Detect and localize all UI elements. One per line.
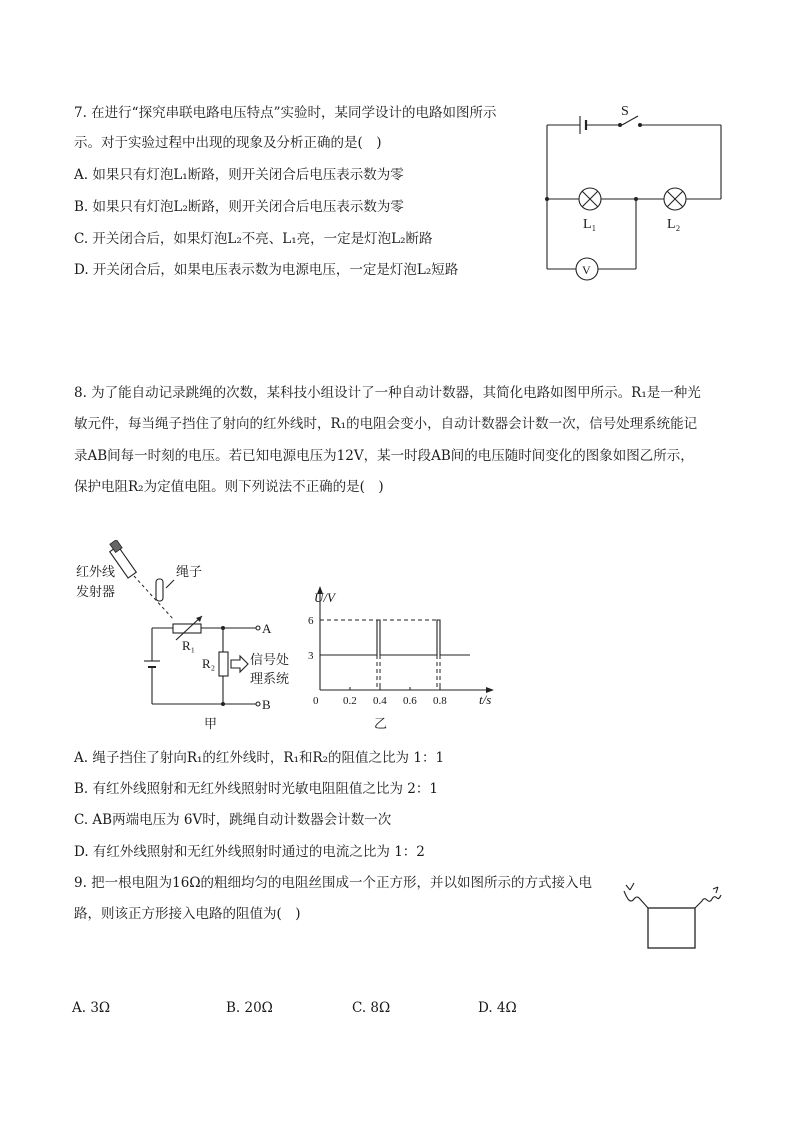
chart-x-axis-label: t/s: [479, 692, 492, 707]
q8-stem-line2: 敏元件，每当绳子挡住了射向的红外线时，R₁的电阻会变小，自动计数器会计数一次，信号处理系统能记: [74, 416, 698, 432]
q9-option-b: B. 20Ω: [226, 1000, 273, 1016]
r1-label: R₁: [182, 638, 196, 653]
r2-label: R₂: [202, 656, 216, 671]
chart-x-tick-label: 0.8: [433, 695, 447, 707]
chart-x-tick-label: 0.4: [373, 695, 387, 707]
q9-option-a: A. 3Ω: [72, 1000, 111, 1016]
switch-label: S: [621, 104, 629, 119]
q7-option-d: D. 开关闭合后，如果电压表示数为电源电压，一定是灯泡L₂短路: [74, 262, 459, 278]
lamp2-label: L₂: [667, 217, 681, 232]
arrow-right-icon: [231, 656, 248, 672]
chart-x-tick-label: 0.6: [403, 695, 417, 707]
q8-stem-line1: 8. 为了能自动记录跳绳的次数，某科技小组设计了一种自动计数器，其简化电路如图甲所示。R₁是一种光: [74, 385, 701, 401]
point-a-label: A: [262, 621, 272, 636]
emitter-label-1: 红外线: [76, 564, 116, 579]
q8-option-a: A. 绳子挡住了射向R₁的红外线时，R₁和R₂的阻值之比为 1：1: [74, 750, 445, 766]
q7-circuit-diagram: [540, 100, 730, 285]
signal-label-1: 信号处: [250, 652, 290, 667]
q8-option-c: C. AB两端电压为 6V时，跳绳自动计数器会计数一次: [74, 812, 392, 828]
q8-figure-yi-chart: [300, 580, 510, 735]
q9-option-d: D. 4Ω: [478, 1000, 517, 1016]
q8-stem-line4: 保护电阻R₂为定值电阻。则下列说法不正确的是( ): [74, 479, 384, 495]
fig-yi-caption: 乙: [374, 716, 388, 731]
rope-icon: [156, 579, 163, 601]
q8-option-d: D. 有红外线照射和无红外线照射时通过的电流之比为 1：2: [74, 844, 425, 860]
chart-y-axis-label: U/V: [314, 590, 335, 605]
chart-y-tick-label: 3: [308, 650, 314, 662]
chart-x-tick-label: 0.2: [343, 695, 357, 707]
chart-x-tick-label: 0: [313, 695, 319, 707]
voltmeter-label: V: [582, 263, 591, 277]
q8-figure-jia: [70, 540, 300, 735]
point-b-label: B: [262, 697, 271, 712]
q7-stem-line2: 示。对于实验过程中出现的现象及分析正确的是( ): [74, 135, 382, 151]
q7-option-b: B. 如果只有灯泡L₂断路，则开关闭合后电压表示数为零: [74, 199, 404, 215]
q9-square-diagram: [620, 875, 730, 955]
chart-y-tick-label: 6: [308, 615, 314, 627]
q8-option-b: B. 有红外线照射和无红外线照射时光敏电阻阻值之比为 2：1: [74, 781, 438, 797]
q9-stem-line2: 路，则该正方形接入电路的阻值为( ): [74, 906, 301, 922]
q8-stem-line3: 录AB间每一时刻的电压。若已知电源电压为12V，某一时段AB间的电压随时间变化的图象如图乙所示，: [74, 448, 694, 464]
q7-option-c: C. 开关闭合后，如果灯泡L₂不亮、L₁亮，一定是灯泡L₂断路: [74, 231, 433, 247]
emitter-label-2: 发射器: [76, 584, 116, 599]
q9-option-c: C. 8Ω: [352, 1000, 391, 1016]
chart-series-line: [320, 620, 470, 655]
q7-option-a: A. 如果只有灯泡L₁断路，则开关闭合后电压表示数为零: [74, 167, 404, 183]
rope-label: 绳子: [176, 564, 203, 579]
fig-jia-caption: 甲: [204, 716, 218, 731]
signal-label-2: 理系统: [250, 671, 290, 686]
lamp1-label: L₁: [583, 217, 597, 232]
q7-stem-line1: 7. 在进行“探究串联电路电压特点”实验时，某同学设计的电路如图所示: [74, 105, 497, 121]
q9-stem-line1: 9. 把一根电阻为16Ω的粗细均匀的电阻丝围成一个正方形，并以如图所示的方式接入电: [74, 875, 593, 891]
